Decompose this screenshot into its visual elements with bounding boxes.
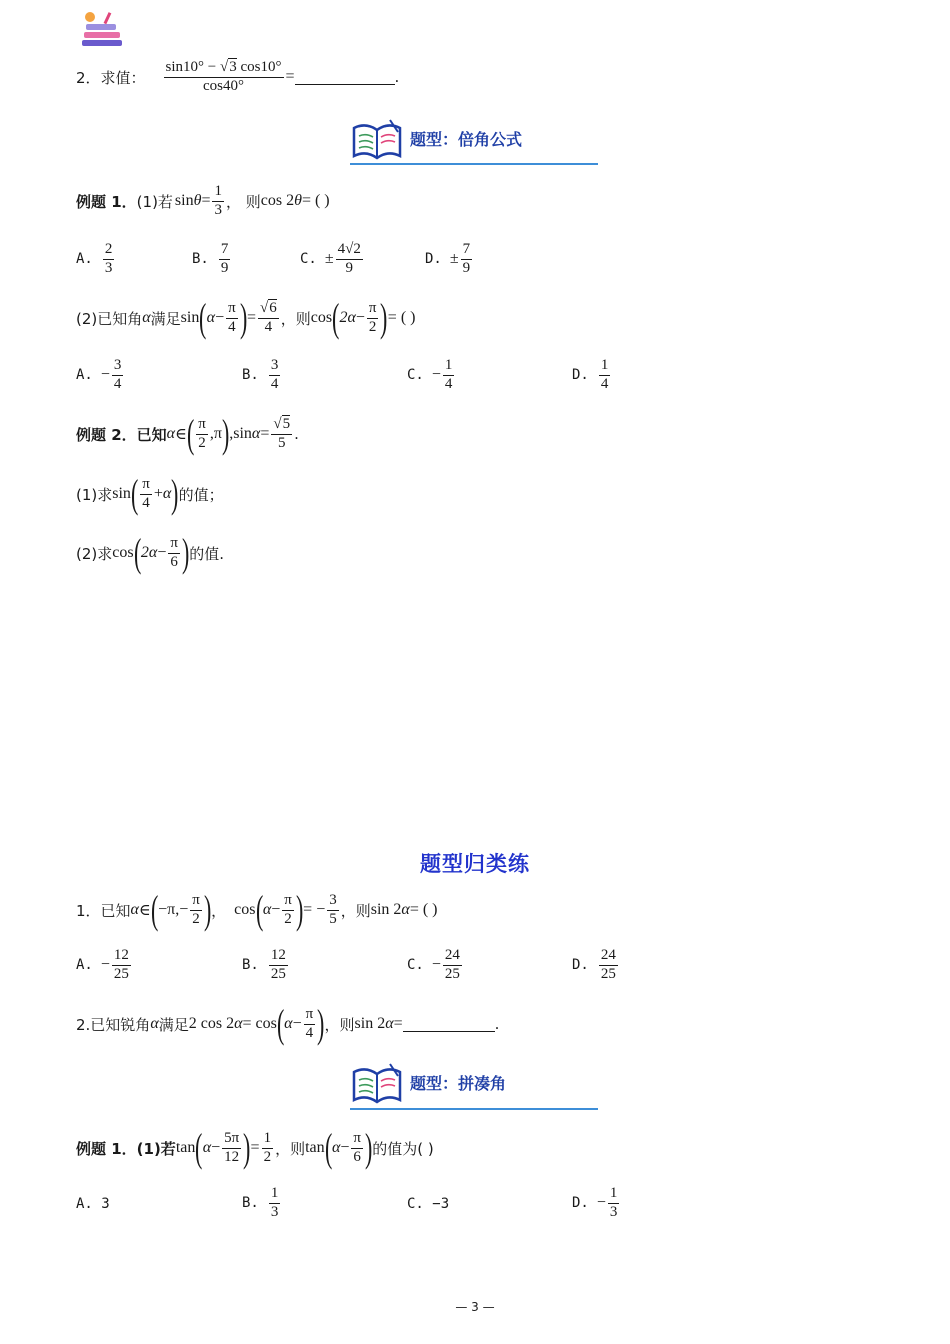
section-header-double-angle xyxy=(350,118,522,162)
option-d[interactable]: D. − $\frac{1}{3}$ xyxy=(572,1185,618,1220)
option-c[interactable]: C. ± $\frac{4√2}{9}$ xyxy=(300,241,361,276)
option-a[interactable]: A. − $\frac{12}{25}$ xyxy=(76,947,129,982)
page-number: — 3 — xyxy=(455,1300,495,1314)
section-title: 题型：倍角公式 xyxy=(410,130,523,149)
fraction: $\frac{1}{3}$ xyxy=(214,183,222,218)
open-book-icon xyxy=(350,118,404,162)
section-divider xyxy=(350,1108,598,1110)
question-2: 2．求值： $\frac{\sin 10^\circ - √3 \cos 10^\circ}{\cos 40^\circ}$ = . xyxy=(76,59,400,94)
option-a[interactable]: A. 3 xyxy=(76,1196,110,1212)
option-a[interactable]: A. $\frac{2}{3}$ xyxy=(76,241,113,276)
option-c[interactable]: C. − $\frac{24}{25}$ xyxy=(407,947,460,982)
option-c[interactable]: C. −3 xyxy=(407,1196,450,1212)
practice-1: 1．已知 α ∈ ( −π,− $\frac{\pi}{2}$ ) ， cos ( α − $\frac{\pi}{2}$ ) = − $\frac{3}{5}$ ，则 sin 2 α = ( ) xyxy=(76,887,438,932)
practice-2: 2.已知锐角 α 满足 2 cos 2 α = cos ( α − $\frac{\pi}{4}$ ) ，则 sin 2 α = . xyxy=(76,1001,500,1046)
example-2: 例题 2．已知 α ∈ ( $\frac{\pi}{2}$ ,π ) ,sin α = $\frac{√5}{5}$ . xyxy=(76,411,299,456)
open-book-icon xyxy=(350,1062,404,1106)
answer-blank[interactable] xyxy=(403,1017,495,1032)
example-1-part-1: 例题 1． (1)若 sin θ = $\frac{1}{3}$ ， 则 cos 2 θ = ( ) xyxy=(76,183,330,218)
answer-blank[interactable] xyxy=(295,70,395,85)
option-d[interactable]: D. $\frac{24}{25}$ xyxy=(572,947,616,982)
option-a[interactable]: A. − $\frac{3}{4}$ xyxy=(76,357,122,392)
option-d[interactable]: D. $\frac{1}{4}$ xyxy=(572,357,609,392)
option-b[interactable]: B. $\frac{1}{3}$ xyxy=(242,1185,279,1220)
option-b[interactable]: B. $\frac{3}{4}$ xyxy=(242,357,279,392)
question-2-number: 2．求值： xyxy=(76,68,146,87)
option-c[interactable]: C. − $\frac{1}{4}$ xyxy=(407,357,453,392)
practice-title: 题型归类练 xyxy=(420,852,530,876)
example-2-question-1: (1)求 sin ( $\frac{\pi}{4}$ + α ) 的值； xyxy=(76,471,224,516)
section-title: 题型：拼凑角 xyxy=(410,1074,507,1093)
example-1-tan: 例题 1．(1)若 tan ( α − $\frac{5\pi}{12}$ ) = $\frac{1}{2}$ ，则 tan ( α − $\frac{\pi}{6}$ ) 的值为( ) xyxy=(76,1125,434,1170)
option-d[interactable]: D. ± $\frac{7}{9}$ xyxy=(425,241,471,276)
option-b[interactable]: B. $\frac{7}{9}$ xyxy=(192,241,229,276)
example-2-question-2: (2)求 cos ( 2α − $\frac{\pi}{6}$ ) 的值. xyxy=(76,530,225,575)
example-1-part-2: (2)已知角 α 满足 sin ( α − $\frac{\pi}{4}$ ) = $\frac{√6}{4}$ ，则 cos ( 2α − $\frac{\pi}{2}$ ) = ( ) xyxy=(76,295,416,340)
option-b[interactable]: B. $\frac{12}{25}$ xyxy=(242,947,286,982)
section-divider xyxy=(350,163,598,165)
section-header-combined-angle xyxy=(350,1062,506,1106)
book-stack-icon xyxy=(80,10,128,50)
question-2-fraction: $\frac{\sin 10^\circ - √3 \cos 10^\circ}{\cos 40^\circ}$ xyxy=(165,59,282,94)
